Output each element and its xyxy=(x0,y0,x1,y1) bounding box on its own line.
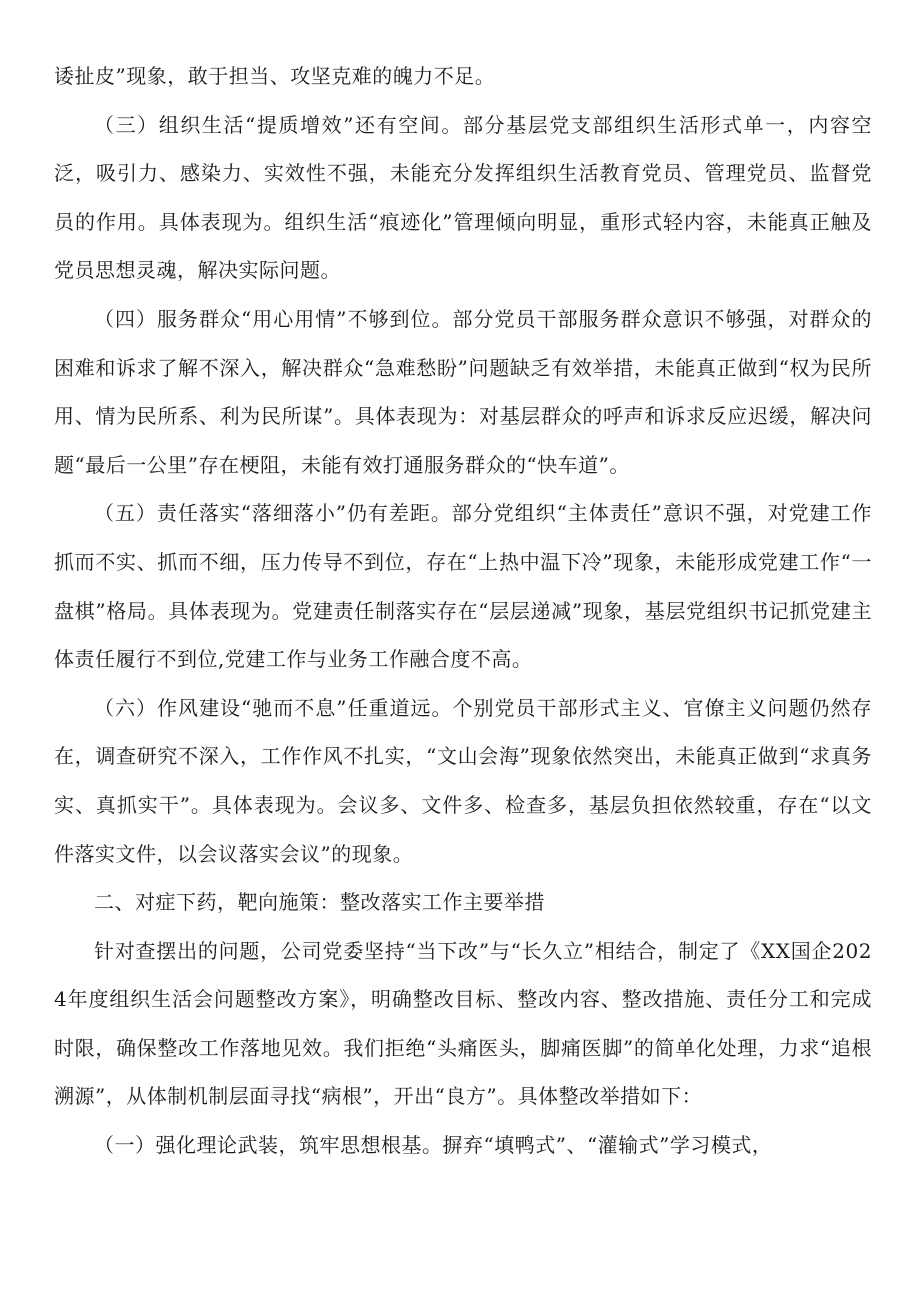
paragraph-section-6: （六）作风建设“驰而不息”任重道远。个别党员干部形式主义、官僚主义问题仍然存在，调查研究不深入，工作作风不扎实，“文山会海”现象依然突出，未能真正做到“求真务实、真抓实干”。具体表现为。会议多、文件多、检查多，基层负担依然较重，存在“以文件落实文件，以会议落实会议”的现象。 xyxy=(54,695,872,866)
paragraph-measure-1: （一）强化理论武装，筑牢思想根基。摒弃“填鸭式”、“灌输式”学习模式， xyxy=(94,1133,773,1158)
paragraph-continuation: 诿扯皮”现象，敢于担当、攻坚克难的魄力不足。 xyxy=(54,64,496,88)
paragraph-rectification-intro: 针对查摆出的问题，公司党委坚持“当下改”与“长久立”相结合，制定了《XX国企2024年度组织生活会问题整改方案》，明确整改目标、整改内容、整改措施、责任分工和完成时限，确保整改工作落地见效。我们拒绝“头痛医头，脚痛医脚”的简单化处理，力求“追根溯源”，从体制机制层面寻找“病根”，开出“良方”。具体整改举措如下： xyxy=(54,938,872,1109)
paragraph-section-3: （三）组织生活“提质增效”还有空间。部分基层党支部组织生活形式单一，内容空泛，吸引力、感染力、实效性不强，未能充分发挥组织生活教育党员、管理党员、监督党员的作用。具体表现为。组织生活“痕迹化”管理倾向明显，重形式轻内容，未能真正触及党员思想灵魂，解决实际问题。 xyxy=(54,112,872,283)
document-body xyxy=(54,52,872,1170)
section-heading-2: 二、对症下药，靶向施策：整改落实工作主要举措 xyxy=(94,890,545,915)
paragraph-section-4: （四）服务群众“用心用情”不够到位。部分党员干部服务群众意识不够强，对群众的困难和诉求了解不深入，解决群众“急难愁盼”问题缺乏有效举措，未能真正做到“权为民所用、情为民所系、利为民所谋”。具体表现为：对基层群众的呼声和诉求反应迟缓，解决问题“最后一公里”存在梗阻，未能有效打通服务群众的“快车道”。 xyxy=(54,306,872,477)
paragraph-section-5: （五）责任落实“落细落小”仍有差距。部分党组织“主体责任”意识不强，对党建工作抓而不实、抓而不细，压力传导不到位，存在“上热中温下冷”现象，未能形成党建工作“一盘棋”格局。具体表现为。党建责任制落实存在“层层递减”现象，基层党组织书记抓党建主体责任履行不到位,党建工作与业务工作融合度不高。 xyxy=(54,501,872,672)
